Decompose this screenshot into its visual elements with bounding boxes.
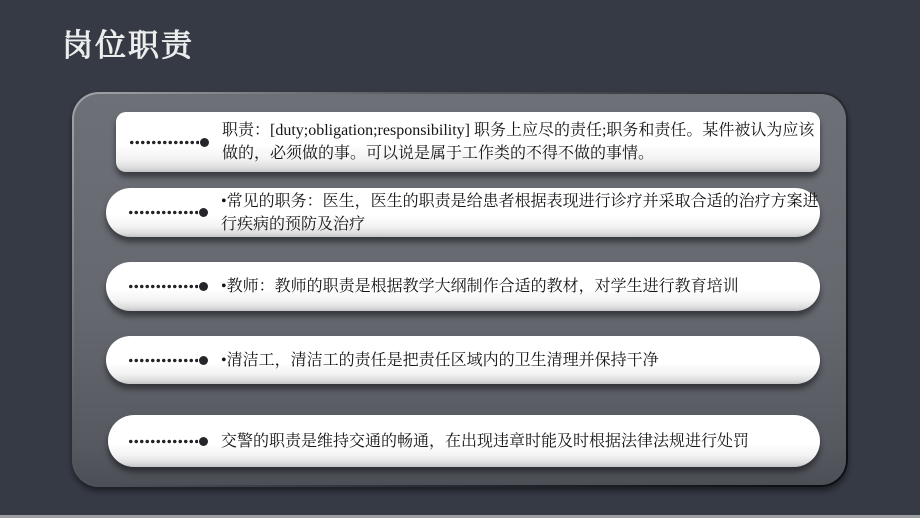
dotted-line-icon xyxy=(129,140,199,145)
list-item-text: •清洁工，清洁工的责任是把责任区域内的卫生清理并保持干净 xyxy=(221,351,659,369)
dotted-leader xyxy=(128,208,208,217)
list-item-text: •教师：教师的职责是根据教学大纲制作合适的教材，对学生进行教育培训 xyxy=(221,278,739,295)
dotted-line-icon xyxy=(128,439,198,444)
list-item xyxy=(116,112,820,172)
dotted-leader xyxy=(128,437,208,446)
content-panel xyxy=(74,94,846,485)
list-item-text: 交警的职责是维持交通的畅通，在出现违章时能及时根据法律法规进行处罚 xyxy=(221,432,750,450)
bullet-dot-icon xyxy=(199,437,208,446)
dotted-line-icon xyxy=(128,210,198,215)
bullet-dot-icon xyxy=(199,208,208,217)
bullet-dot-icon xyxy=(200,138,209,147)
slide-title: 岗位职责 xyxy=(62,28,194,63)
bullet-dot-icon xyxy=(199,356,208,365)
content-panel-border xyxy=(72,92,848,487)
dotted-leader xyxy=(129,138,209,147)
list-item xyxy=(106,188,820,237)
list-item-text: 职责：[duty;obligation;responsibility] 职务上应尽的责任;职务和责任。某件被认为应该做的，必须做的事。可以说是属于工作类的不得不做的事情。 xyxy=(222,122,815,162)
list-item xyxy=(108,415,820,467)
list-item xyxy=(106,336,820,384)
dotted-leader xyxy=(128,282,208,291)
dotted-line-icon xyxy=(128,358,198,363)
bullet-dot-icon xyxy=(199,282,208,291)
dotted-leader xyxy=(128,356,208,365)
dotted-line-icon xyxy=(128,284,198,289)
list-item-text: •常见的职务：医生，医生的职责是给患者根据表现进行诊疗并采取合适的治疗方案进行疾病的预防及治疗 xyxy=(221,192,819,233)
list-item xyxy=(106,262,820,311)
